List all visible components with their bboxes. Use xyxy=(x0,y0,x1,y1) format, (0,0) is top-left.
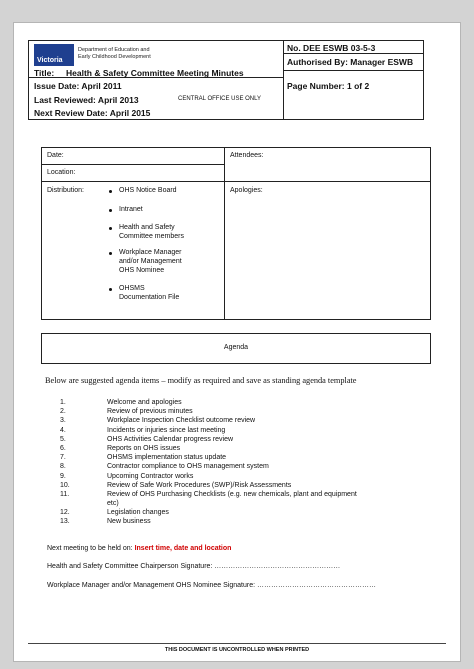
document-title: Health & Safety Committee Meeting Minutes xyxy=(66,68,244,78)
nominee-signature-line: Workplace Manager and/or Management OHS Nominee Signature: …………………………………………… xyxy=(47,582,376,589)
authorised-by: Authorised By: Manager ESWB xyxy=(287,57,414,67)
central-office-note: CENTRAL OFFICE USE ONLY xyxy=(178,96,262,102)
next-review-date: Next Review Date: April 2015 xyxy=(34,108,151,118)
distribution-item: OHSMS xyxy=(119,285,145,292)
last-reviewed: Last Reviewed: April 2013 xyxy=(34,95,139,105)
meeting-info-table xyxy=(41,147,431,320)
next-meeting-line xyxy=(47,545,231,552)
logo-text: Victoria xyxy=(37,57,63,64)
apologies-label: Apologies: xyxy=(230,187,263,194)
distribution-label: Distribution: xyxy=(47,187,84,194)
info-row-line xyxy=(41,181,431,182)
footer-rule xyxy=(28,643,446,644)
distribution-item: Intranet xyxy=(119,206,143,213)
distribution-item: and/or Management xyxy=(119,258,182,265)
bullet-icon xyxy=(109,288,112,291)
agenda-heading: Agenda xyxy=(223,344,249,351)
attendees-label: Attendees: xyxy=(230,152,264,159)
bullet-icon xyxy=(109,252,112,255)
chairperson-signature-line: Health and Safety Committee Chairperson Signature: ……………………………………………… xyxy=(47,563,341,570)
header-row-line xyxy=(283,70,424,71)
page-number: Page Number: 1 of 2 xyxy=(287,81,370,91)
victoria-logo xyxy=(34,44,74,66)
document-number: No. DEE ESWB 03-5-3 xyxy=(287,43,376,53)
distribution-item: Workplace Manager xyxy=(119,249,182,256)
location-label: Location: xyxy=(47,169,76,176)
info-divider xyxy=(224,147,225,320)
next-meeting-placeholder: Insert time, date and location xyxy=(134,545,232,552)
agenda-intro: Below are suggested agenda items – modify as required and save as standing agenda template xyxy=(45,376,357,385)
issue-date: Issue Date: April 2011 xyxy=(34,81,122,91)
department-name: Department of Education and Early Childhood Development xyxy=(78,47,151,60)
bullet-icon xyxy=(109,190,112,193)
uncontrolled-notice: THIS DOCUMENT IS UNCONTROLLED WHEN PRINTED xyxy=(164,647,310,653)
bullet-icon xyxy=(109,209,112,212)
header-row-line xyxy=(283,53,424,54)
date-label: Date: xyxy=(47,152,64,159)
header-divider xyxy=(283,40,284,120)
distribution-item: Committee members xyxy=(119,233,184,240)
distribution-item: Health and Safety xyxy=(119,224,175,231)
bullet-icon xyxy=(109,227,112,230)
title-label: Title: xyxy=(34,68,55,78)
distribution-item: Documentation File xyxy=(119,294,180,301)
distribution-item: OHS Notice Board xyxy=(119,187,177,194)
info-row-line xyxy=(41,164,224,165)
distribution-item: OHS Nominee xyxy=(119,267,165,274)
next-meeting-label: Next meeting to be held on: xyxy=(47,545,133,552)
